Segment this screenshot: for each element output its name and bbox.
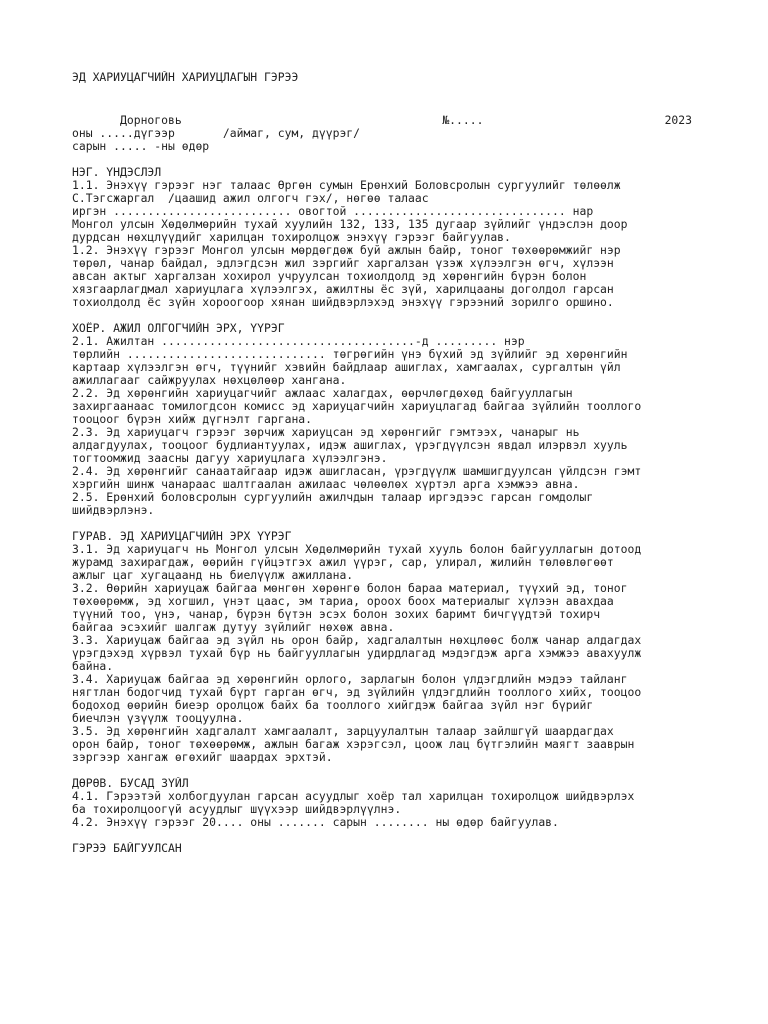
- section-paragraph-line: байна.: [72, 660, 114, 673]
- document-title: ЭД ХАРИУЦАГЧИЙН ХАРИУЦЛАГЫН ГЭРЭЭ: [72, 71, 299, 84]
- section-paragraph-line: орон байр, тоног төхөөрөмж, ажлын багаж хэрэгсэл, цоож лац бүтгэлийн маягт зааврын: [72, 738, 635, 751]
- section-heading: ХОЁР. АЖИЛ ОЛГОГЧИЙН ЭРХ, ҮҮРЭГ: [72, 322, 285, 335]
- section-paragraph-line: 1.2. Энэхүү гэрээг Монгол улсын мөрдөгдөж буй ажлын байр, тоног төхөөрөмжийг нэр: [72, 244, 621, 257]
- section-paragraph-line: дурдсан нөхцлүүдийг харилцан тохиролцож энэхүү гэрээг байгуулав.: [72, 231, 511, 244]
- section-paragraph-line: тооцоог бүрэн хийж дүгнэлт гаргана.: [72, 413, 313, 426]
- section-paragraph-line: С.Тэгсжаргал /цаашид ажил олгогч гэх/, нөгөө талаас: [72, 192, 429, 205]
- section-paragraph-line: 3.3. Хариуцаж байгаа эд зүйл нь орон байр, хадгалалтын нөхцлөөс болж чанар алдагдах: [72, 634, 642, 647]
- section-paragraph-line: бодоход өөрийн биеэр оролцож байх ба тооллого хийгдэж байгаа зүйл нэг бүрийг: [72, 699, 594, 712]
- section-paragraph-line: тохиолдолд ёс зүйн хороогоор хянан шийдвэрлэхэд энэхүү гэрээний зорилго оршино.: [72, 296, 614, 309]
- section-paragraph-line: нягтлан бодогчид тухай бүрт гарган өгч, эд зүйлийн үлдэгдлийн тооллого хийх, тооцоо: [72, 686, 642, 699]
- section-paragraph-line: Монгол улсын Хөдөлмөрийн тухай хуулийн 132, 133, 135 дугаар зүйлийг үндэслэн доор: [72, 218, 628, 231]
- section-paragraph-line: 4.2. Энэхүү гэрээг 20.... оны ....... сарын ........ ны өдөр байгуулав.: [72, 816, 559, 829]
- section-heading: НЭГ. ҮНДЭСЛЭЛ: [72, 166, 162, 179]
- section-paragraph-line: 2.3. Эд хариуцагч гэрээг зөрчиж хариуцсан эд хөрөнгийг гэмтээх, чанарыг нь: [72, 426, 580, 439]
- section-paragraph-line: хязгаарлагдмал хариуцлага хүлээлгэх, ажилтны ёс зүй, харилцааны доголдол гарсан: [72, 283, 614, 296]
- header-place-number-year: [72, 114, 692, 127]
- section-heading: ДӨРӨВ. БУСАД ЗҮЙЛ: [72, 777, 189, 790]
- section-paragraph-line: ба тохиролцоогүй асуудлыг шүүхээр шийдвэрлүүлнэ.: [72, 803, 402, 816]
- contract-document: [72, 71, 692, 855]
- section-paragraph-line: 2.2. Эд хөрөнгийн хариуцагчийг ажлаас халагдах, өөрчлөгдөхөд байгууллагын: [72, 387, 573, 400]
- section-heading: ГУРАВ. ЭД ХАРИУЦАГЧИЙН ЭРХ ҮҮРЭГ: [72, 530, 292, 543]
- contract-sections: [72, 166, 692, 842]
- section-paragraph-line: журамд захирагдаж, өөрийн гүйцэтгэх ажил үүрэг, сар, улирал, жилийн төлөвлөгөөт: [72, 556, 614, 569]
- section-paragraph-line: авсан актыг харгалзан хохирол учруулсан тохиолдолд эд хөрөнгийн бүрэн болон: [72, 270, 587, 283]
- header-place: Дорноговь: [120, 113, 182, 127]
- section-paragraph-line: шийдвэрлэнэ.: [72, 504, 155, 517]
- section-paragraph-line: 2.1. Ажилтан .....................................-д ......... нэр: [72, 335, 525, 348]
- section-paragraph-line: захиргаанаас томилогдсон комисс эд хариуцагчийн хариуцлагад байгаа зүйлийн тооллого: [72, 400, 642, 413]
- section-paragraph-line: 1.1. Энэхүү гэрээг нэг талаас Өргөн сумын Ерөнхий Боловсролын сургуулийг төлөөлж: [72, 179, 621, 192]
- section-paragraph-line: 3.1. Эд хариуцагч нь Монгол улсын Хөдөлмөрийн тухай хууль болон байгууллагын дотоод: [72, 543, 642, 556]
- section-paragraph-line: төхөөрөмж, эд хогшил, үнэт цаас, эм тариа, ороох боох материалыг хүлээн авахдаа: [72, 595, 614, 608]
- section-paragraph-line: биечлэн үзүүлж тооцуулна.: [72, 712, 244, 725]
- section-paragraph-line: зэргээр хангаж өгөхийг шаардах эрхтэй.: [72, 751, 333, 764]
- section-paragraph-line: ажлыг цаг хугацаанд нь биелүүлж ажиллана.: [72, 569, 354, 582]
- section-paragraph-line: 3.5. Эд хөрөнгийн хадгалалт хамгаалалт, зарцуулалтын талаар зайлшгүй шаардагдах: [72, 725, 614, 738]
- section-paragraph-line: тогтоомжид заасны дагуу хариуцлага хүлээлгэнэ.: [72, 452, 388, 465]
- section-paragraph-line: төрөл, чанар байдал, эдлэгдсэн жил зэргийг харгалзан үзэж хүлээлгэн өгч, хүлээн: [72, 257, 614, 270]
- section-paragraph-line: 2.4. Эд хөрөнгийг санаатайгаар идэж ашигласан, үрэгдүүлж шамшигдуулсан үйлдсэн гэмт: [72, 465, 642, 478]
- section-paragraph-line: 2.5. Ерөнхий боловсролын сургуулийн ажилчдын талаар иргэдээс гарсан гомдолыг: [72, 491, 594, 504]
- contract-number: №.....: [442, 113, 484, 127]
- section-paragraph-line: байгаа эсэхийг шалгаж дутуу зүйлийг нөхөж авна.: [72, 621, 395, 634]
- section-paragraph-line: үрэгдэхэд хүрвэл тухай бүр нь байгууллагын удирдлагад мэдэгдэж арга хэмжээ авахуулж: [72, 647, 642, 660]
- section-paragraph-line: картаар хүлээлгэн өгч, түүнийг хэвийн байдлаар ашиглах, хамгаалах, сургалтын үйл: [72, 361, 621, 374]
- contract-year: 2023: [664, 113, 692, 127]
- section-paragraph-line: 3.4. Хариуцаж байгаа эд хөрөнгийн орлого, зарлагын болон үлдэгдлийн мэдээ тайланг: [72, 673, 628, 686]
- section-paragraph-line: иргэн .......................... овогтой ............................... нар: [72, 205, 594, 218]
- section-paragraph-line: 3.2. Өөрийн хариуцаж байгаа мөнгөн хөрөнгө болон бараа материал, түүхий эд, тоног: [72, 582, 628, 595]
- section-paragraph-line: хэргийн шинж чанараас шалтгаалан ажилаас чөлөөлөх хүртэл арга хэмжээ авна.: [72, 478, 580, 491]
- signature-heading: ГЭРЭЭ БАЙГУУЛСАН: [72, 842, 182, 855]
- section-paragraph-line: ажиллагааг сайжруулах нөхцөлөөр хангана.: [72, 374, 347, 387]
- section-paragraph-line: алдагдуулах, тооцоог будлиантуулах, идэж ашиглах, үрэгдүүлсэн явдал илэрвэл хууль: [72, 439, 628, 452]
- section-paragraph-line: төрлийн ............................. төгрөгийн үнэ бүхий эд зүйлийг эд хөрөнгийн: [72, 348, 628, 361]
- section-paragraph-line: 4.1. Гэрээтэй холбогдуулан гарсан асуудлыг хоёр тал харилцан тохиролцож шийдвэрлэх: [72, 790, 635, 803]
- header-line-3: сарын ..... -ны өдөр: [72, 140, 210, 153]
- section-paragraph-line: түүний тоо, үнэ, чанар, бүрэн бүтэн эсэх болон зохих баримт бичгүүдтэй тохирч: [72, 608, 601, 621]
- header-line-2: оны .....дүгээр /аймаг, сум, дүүрэг/: [72, 127, 361, 140]
